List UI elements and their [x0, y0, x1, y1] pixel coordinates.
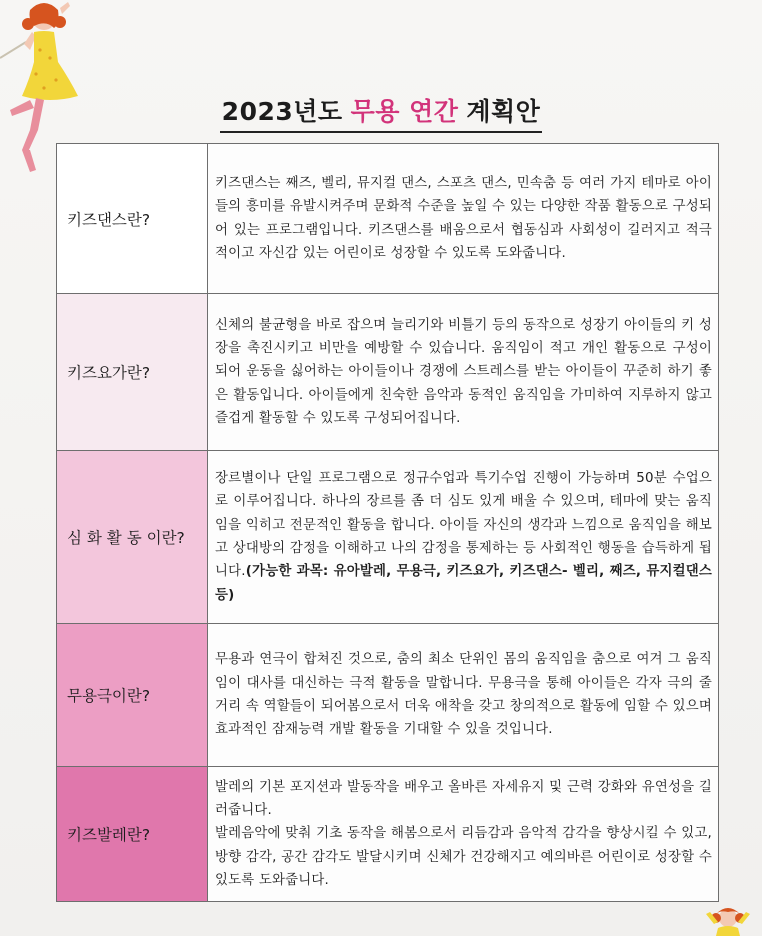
row-description: 신체의 불균형을 바로 잡으며 늘리기와 비틀기 등의 동작으로 성장기 아이들의 키 성장을 촉진시키고 비만을 예방할 수 있습니다. 움직임이 적고 개인 활동으로 구성이 되어 운동을 싫어하는 아이들이나 경쟁에 스트레스를 받는 아이들이 꾸준히 하기 좋은 활동입니다. 아이들에게 친숙한 음악과 동적인 움직임을 가미하여 지루하지 않고 즐겁게 활동할 수 있도록 구성되어집니다.: [208, 294, 719, 451]
available-subjects-note: (가능한 과목: 유아발레, 무용극, 키즈요가, 키즈댄스- 벨리, 째즈, 뮤지컬댄스 등): [215, 564, 712, 603]
row-description-text-2: 발레음악에 맞춰 기초 동작을 해봄으로서 리듬감과 음악적 감각을 향상시킬 수 있고, 방향 감각, 공간 감각도 발달시키며 신체가 건강해지고 예의바른 어린이로 성장할 수 있도록 도와줍니다.: [215, 826, 712, 888]
row-description: 키즈댄스는 째즈, 벨리, 뮤지컬 댄스, 스포츠 댄스, 민속춤 등 여러 가지 테마로 아이들의 흥미를 유발시켜주며 문화적 수준을 높일 수 있는 다양한 작품 활동으로 구성되어 있는 프로그램입니다. 키즈댄스를 배움으로서 협동심과 사회성이 길러지고 적극적이고 자신감 있는 어린이로 성장할 수 있도록 도와줍니다.: [208, 144, 719, 294]
row-description: [208, 451, 719, 624]
row-label: 키즈발레란?: [57, 767, 208, 902]
table-row: [57, 624, 719, 767]
title-year: 2023년도: [221, 97, 343, 126]
row-description: [208, 767, 719, 902]
row-label: 심 화 활 동 이란?: [57, 451, 208, 624]
page-title: [0, 92, 762, 133]
table-row: [57, 144, 719, 294]
small-dancer-illustration: [700, 904, 756, 936]
row-description: 무용과 연극이 합쳐진 것으로, 춤의 최소 단위인 몸의 움직임을 춤으로 여겨 그 움직임이 대사를 대신하는 극적 활동을 말합니다. 무용극을 통해 아이들은 각자 극의 줄거리 속 역할들이 되어봄으로서 더욱 애착을 갖고 창의적으로 활동에 임할 수 있으며 효과적인 잠재능력 개발 활동을 기대할 수 있을 것입니다.: [208, 624, 719, 767]
row-label: 키즈댄스란?: [57, 144, 208, 294]
table-row: [57, 294, 719, 451]
row-label: 무용극이란?: [57, 624, 208, 767]
table-row: [57, 451, 719, 624]
plan-table: [56, 143, 719, 902]
title-rest: 계획안: [466, 97, 541, 126]
row-description-text: 장르별이나 단일 프로그램으로 정규수업과 특기수업 진행이 가능하며 50분 수업으로 이루어집니다. 하나의 장르를 좀 더 심도 있게 배울 수 있으며, 테마에 맞는 움직임을 익히고 전문적인 활동을 합니다. 아이들 자신의 생각과 느낌으로 움직임을 해보고 상대방의 감정을 이해하고 나의 감정을 통제하는 등 사회적인 행동을 습득하게 됩니다.: [215, 471, 712, 580]
title-highlight: 무용 연간: [350, 97, 459, 126]
row-description-text: 발레의 기본 포지션과 발동작을 배우고 올바른 자세유지 및 근력 강화와 유연성을 길러줍니다.: [215, 779, 712, 819]
table-row: [57, 767, 719, 902]
row-label: 키즈요가란?: [57, 294, 208, 451]
